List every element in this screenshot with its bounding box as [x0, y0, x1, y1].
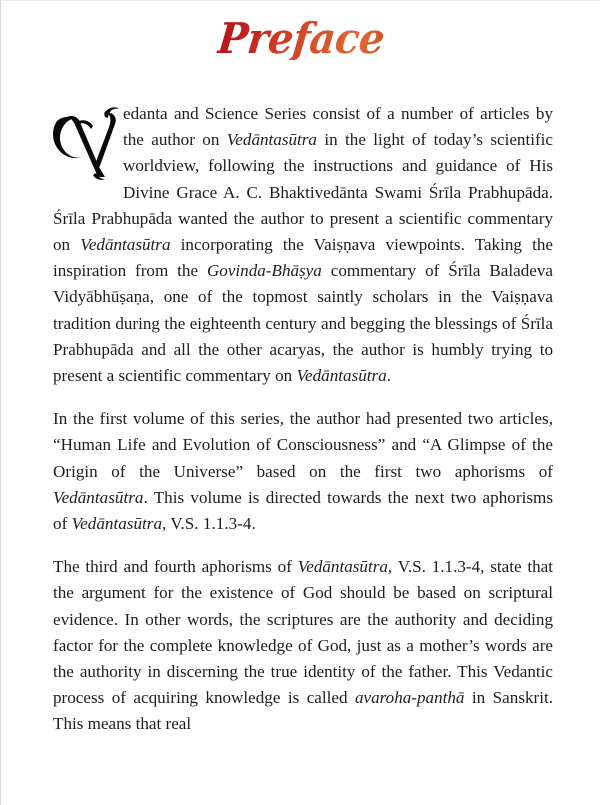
dropcap-letter-v: [49, 103, 121, 181]
text-run: .: [386, 366, 391, 386]
italic-term: Vedāntasūtra: [71, 514, 163, 534]
paragraph-2-text: [53, 409, 553, 533]
page-title-block: [1, 13, 600, 64]
text-run: edanta and Science Series consist of a number of articles by the author on: [123, 104, 553, 150]
italic-term: Vedāntasūtra: [296, 366, 387, 386]
italic-term: Vedāntasūtra: [226, 130, 317, 150]
italic-term: Vedāntasūtra: [80, 235, 171, 255]
text-run: The third and fourth aphorisms of: [53, 557, 298, 577]
paragraph-3: [53, 554, 553, 737]
text-run: in the light of today’s scientific worldview, following the instructions and guidance of His Divine Grace A. C. Bhaktivedānta Swami Śrīla Prabhupāda. Śrīla Prabhupāda wanted the author to present a scientific commentary on: [53, 130, 553, 255]
italic-term: Vedāntasūtra: [297, 557, 388, 577]
text-run: . This volume is directed towards the next two aphorisms of: [53, 487, 553, 534]
text-run: in Sanskrit. This means that real: [53, 688, 553, 734]
text-run: , V.S. 1.1.3-4, state that the argument for the existence of God should be based on scriptural evidence. In other words, the scriptures are the authority and deciding factor for the complete knowledge of God, just as a mother’s words are the authority in discerning the true identity of the father. This Vedantic process of acquiring knowledge is called: [53, 557, 553, 708]
italic-term: avaroha-panthā: [354, 688, 465, 708]
body-text-column: [53, 101, 553, 738]
paragraph-1-text: [53, 104, 553, 385]
text-run: , V.S. 1.1.3-4.: [162, 514, 256, 534]
text-run: In the first volume of this series, the author had presented two articles, “Human Life and Evolution of Consciousness” and “A Glimpse of the Origin of the Universe” based on the first two aphorisms of: [53, 409, 553, 481]
italic-term: Vedāntasūtra: [53, 487, 144, 507]
text-run: commentary of Śrīla Baladeva Vidyābhūṣaṇa, one of the topmost saintly scholars in the Vaiṣṇava tradition during the eighteenth century and begging the blessings of Śrīla Prabhupāda and all the other acaryas, the author is humbly trying to present a scientific commentary on: [53, 261, 553, 386]
text-run: incorporating the Vaiṣṇava viewpoints. Taking the inspiration from the: [53, 235, 553, 281]
paragraph-1: [53, 101, 553, 389]
paragraph-2: [53, 406, 553, 537]
paragraph-3-text: [53, 557, 553, 733]
italic-term: Govinda-Bhāṣya: [206, 261, 322, 281]
page-title: Preface: [215, 13, 387, 64]
